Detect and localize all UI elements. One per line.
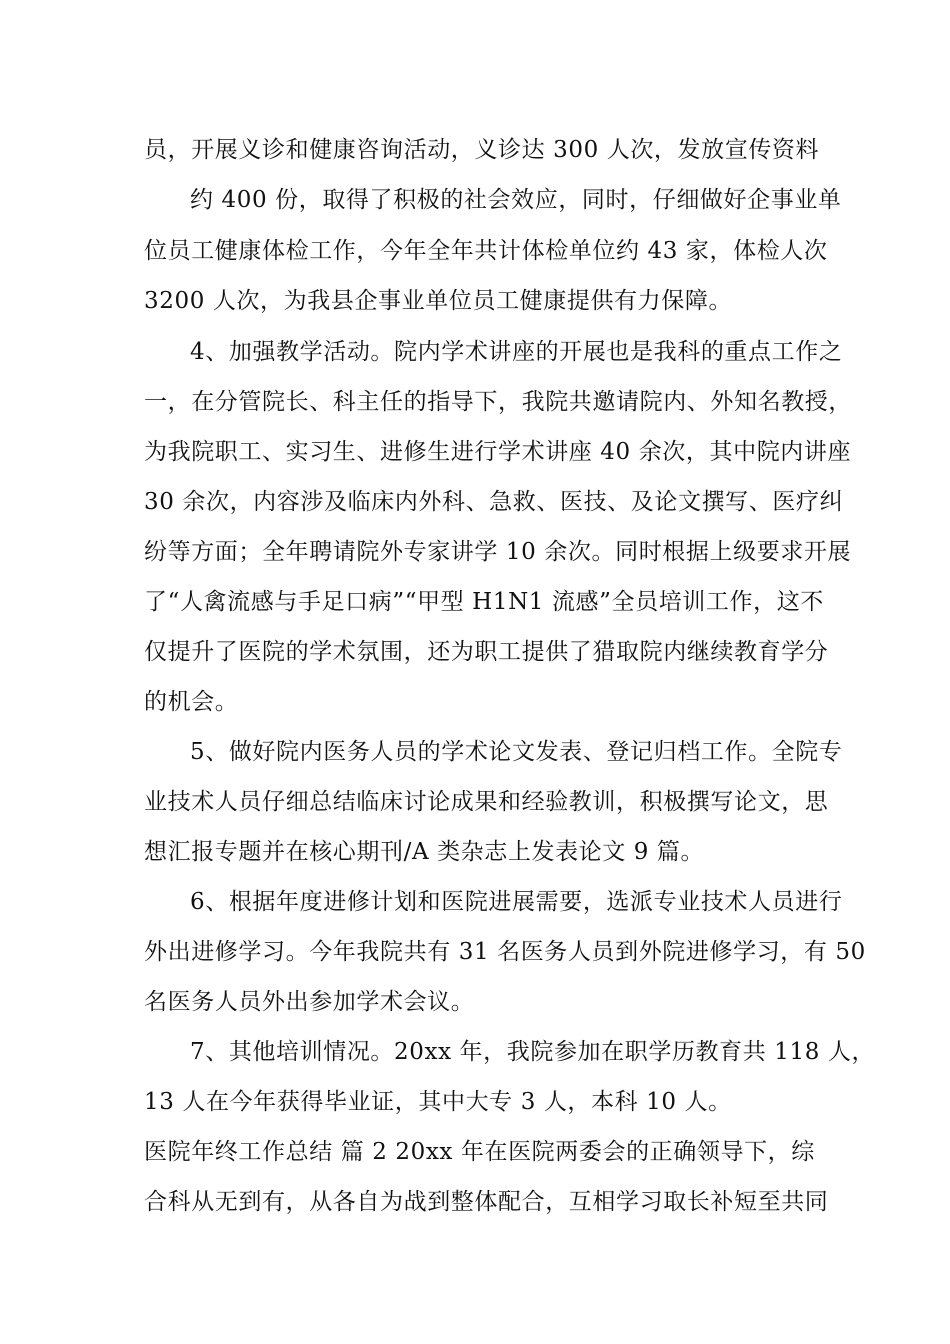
paragraph-6-start: 6、根据年度进修计划和医院进展需要，选派专业技术人员进行	[190, 889, 843, 915]
text-line: 位员工健康体检工作，今年全年共计体检单位约 43 家，体检人次	[144, 238, 828, 264]
text-line: 员，开展义诊和健康咨询活动，义诊达 300 人次，发放宣传资料	[144, 137, 820, 163]
text-line: 一，在分管院长、科主任的指导下，我院共邀请院内、外知名教授，	[144, 389, 852, 415]
text-line: 想汇报专题并在核心期刊/A 类杂志上发表论文 9 篇。	[144, 839, 705, 865]
text-line: 仅提升了医院的学术氛围，还为职工提供了猎取院内继续教育学分	[144, 639, 829, 665]
text-line: 30 余次，内容涉及临床内外科、急救、医技、及论文撰写、医疗纠	[144, 489, 844, 515]
text-line: 了“人禽流感与手足口病”“甲型 H1N1 流感”全员培训工作，这不	[144, 589, 824, 615]
text-line: 3200 人次，为我县企事业单位员工健康提供有力保障。	[144, 288, 733, 314]
text-line: 纷等方面；全年聘请院外专家讲学 10 余次。同时根据上级要求开展	[144, 539, 852, 565]
text-line: 外出进修学习。今年我院共有 31 名医务人员到外院进修学习，有 50	[144, 939, 866, 965]
text-line: 为我院职工、实习生、进修生进行学术讲座 40 余次，其中院内讲座	[144, 439, 852, 465]
section-heading-line: 医院年终工作总结 篇 2 20xx 年在医院两委会的正确领导下，综	[144, 1139, 815, 1165]
text-line: 合科从无到有，从各自为战到整体配合，互相学习取长补短至共同	[144, 1189, 829, 1215]
text-line: 业技术人员仔细总结临床讨论成果和经验教训，积极撰写论文，思	[144, 789, 829, 815]
text-line: 约 400 份，取得了积极的社会效应，同时，仔细做好企事业单	[190, 187, 842, 213]
text-line: 13 人在今年获得毕业证，其中大专 3 人，本科 10 人。	[144, 1089, 732, 1115]
paragraph-4-start: 4、加强教学活动。院内学术讲座的开展也是我科的重点工作之	[190, 339, 843, 365]
paragraph-7-start: 7、其他培训情况。20xx 年，我院参加在职学历教育共 118 人，	[190, 1039, 876, 1065]
text-line: 名医务人员外出参加学术会议。	[144, 989, 475, 1015]
paragraph-5-start: 5、做好院内医务人员的学术论文发表、登记归档工作。全院专	[190, 739, 843, 765]
text-line: 的机会。	[144, 689, 239, 715]
